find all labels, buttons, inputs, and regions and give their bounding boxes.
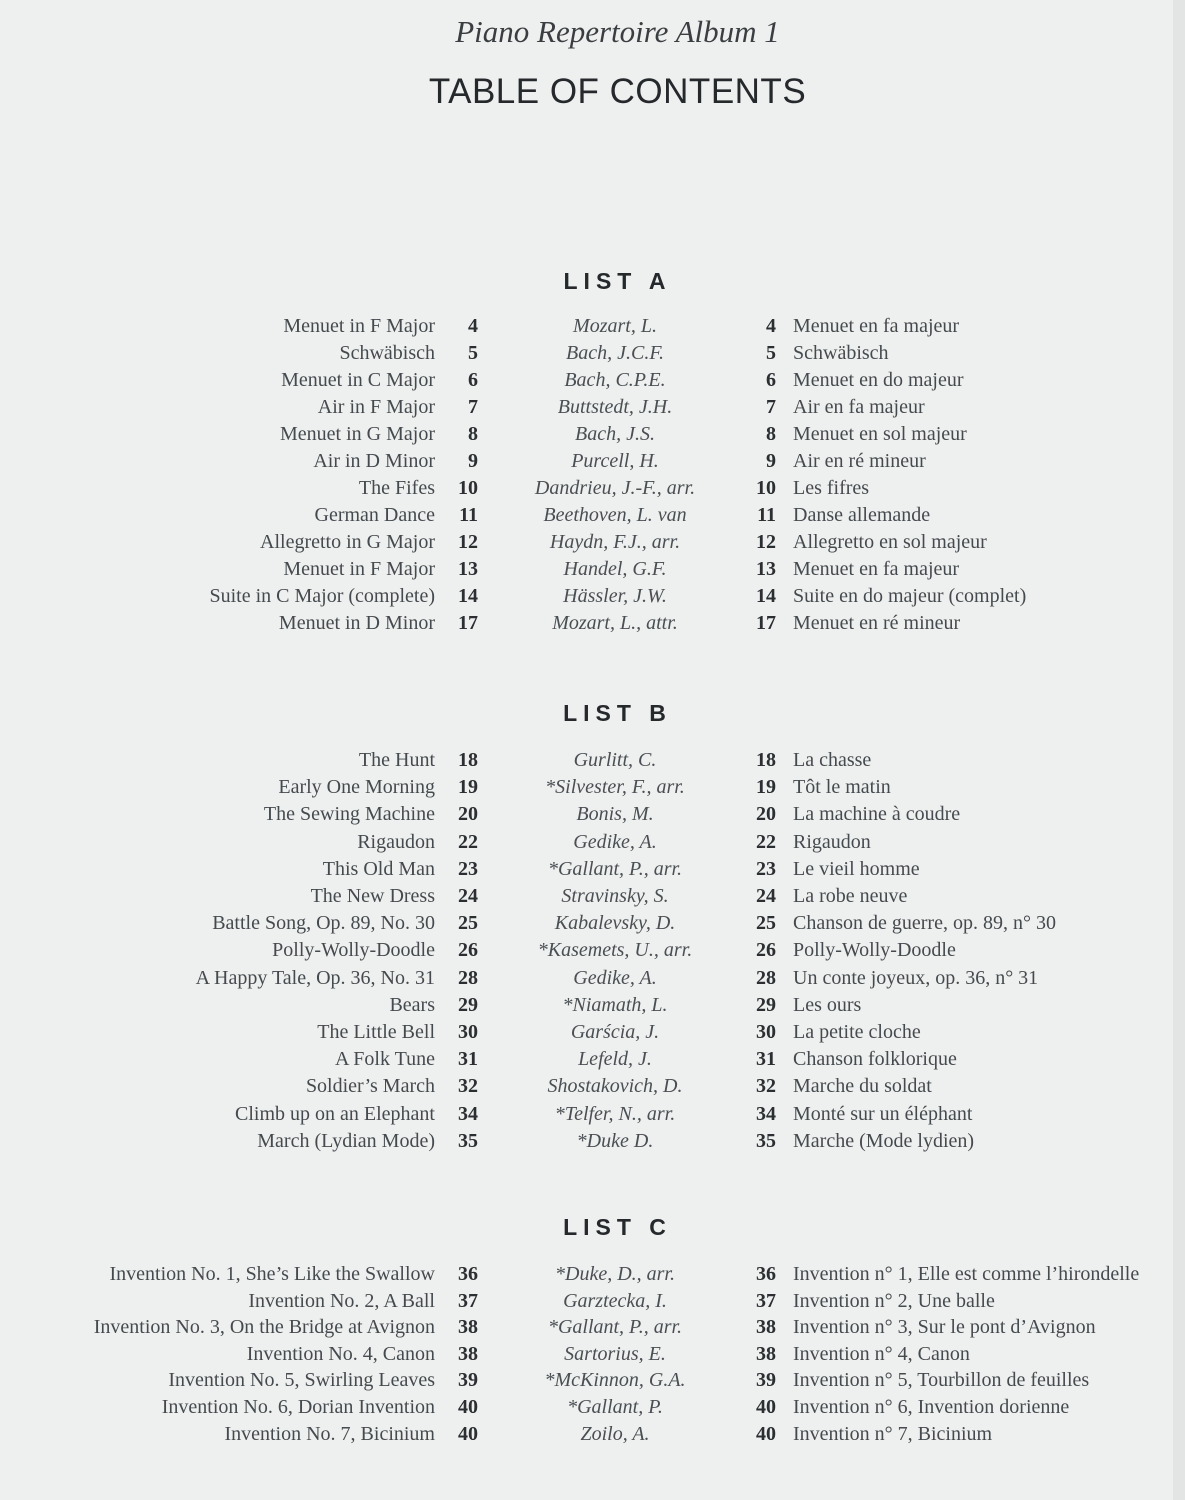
french-title: Invention n° 7, Bicinium: [793, 1422, 993, 1445]
toc-row: [0, 858, 1185, 885]
english-title: Battle Song, Op. 89, No. 30: [212, 912, 435, 935]
french-title: Air en ré mineur: [793, 450, 926, 472]
french-title: Chanson de guerre, op. 89, n° 30: [793, 912, 1056, 935]
french-title: Danse allemande: [793, 504, 931, 526]
english-title: This Old Man: [322, 857, 435, 880]
page-number: 32: [458, 1075, 478, 1098]
page-number: 37: [458, 1289, 478, 1312]
composer-name: *Gallant, P., arr.: [547, 1316, 683, 1339]
french-title: Menuet en fa majeur: [793, 558, 960, 580]
english-title: Menuet in F Major: [283, 315, 435, 337]
page-number: 37: [756, 1289, 776, 1312]
page-number: 18: [458, 749, 478, 771]
page-number: 11: [459, 504, 478, 526]
composer-name: Mozart, L.: [573, 315, 657, 337]
english-title: Menuet in C Major: [281, 369, 435, 391]
page-number: 18: [756, 749, 776, 771]
toc-row: [0, 1423, 1185, 1450]
french-title: Invention n° 1, Elle est comme l’hirondelle: [793, 1263, 1140, 1285]
list-heading: LIST B: [563, 700, 672, 726]
composer-name: Garścia, J.: [570, 1021, 660, 1043]
french-title: Chanson folklorique: [793, 1048, 957, 1071]
english-title: Invention No. 5, Swirling Leaves: [168, 1369, 435, 1392]
page-number: 25: [756, 912, 776, 935]
english-title: Allegretto in G Major: [260, 531, 435, 553]
toc-row: [0, 1316, 1185, 1343]
page-number: 26: [756, 939, 776, 962]
page-number: 25: [458, 912, 478, 935]
toc-row: [0, 776, 1185, 803]
page-number: 28: [458, 966, 478, 989]
french-title: Suite en do majeur (complet): [793, 585, 1027, 607]
english-title: Bears: [389, 993, 435, 1016]
french-title: La robe neuve: [793, 885, 908, 907]
page-number: 17: [756, 612, 776, 634]
french-title: Menuet en sol majeur: [793, 423, 967, 445]
page-number: 20: [756, 803, 776, 826]
composer-name: Lefeld, J.: [578, 1048, 652, 1071]
english-title: Invention No. 6, Dorian Invention: [161, 1396, 435, 1418]
french-title: Invention n° 5, Tourbillon de feuilles: [793, 1369, 1090, 1392]
toc-row: [0, 1048, 1185, 1075]
book-subtitle: Piano Repertoire Album 1: [455, 14, 780, 49]
composer-name: Bonis, M.: [576, 803, 654, 826]
composer-name: Haydn, F.J., arr.: [549, 531, 681, 553]
toc-row: [0, 967, 1185, 994]
composer-name: Garztecka, I.: [563, 1289, 667, 1312]
french-title: Monté sur un éléphant: [793, 1102, 973, 1125]
english-title: The Hunt: [358, 749, 435, 771]
composer-name: Bach, J.C.F.: [566, 342, 664, 364]
page-number: 10: [458, 477, 478, 499]
page-number: 20: [458, 803, 478, 826]
toc-row: [0, 423, 1185, 450]
composer-name: Hässler, J.W.: [563, 585, 667, 607]
page-number: 23: [756, 857, 776, 880]
list-heading: LIST A: [563, 268, 672, 294]
page-number: 12: [756, 531, 776, 553]
composer-name: Zoilo, A.: [580, 1422, 650, 1445]
english-title: Early One Morning: [278, 776, 435, 799]
page-number: 12: [458, 531, 478, 553]
page-number: 4: [468, 315, 478, 337]
french-title: Polly-Wolly-Doodle: [793, 939, 956, 962]
english-title: A Folk Tune: [334, 1048, 435, 1071]
page-number: 10: [756, 477, 776, 499]
page-number: 38: [458, 1342, 478, 1365]
page-number: 30: [458, 1021, 478, 1043]
page-number: 5: [468, 342, 478, 364]
composer-name: Sartorius, E.: [564, 1342, 666, 1365]
english-title: Invention No. 7, Bicinium: [224, 1422, 435, 1445]
french-title: Air en fa majeur: [793, 396, 925, 418]
french-title: La petite cloche: [793, 1021, 921, 1043]
english-title: Soldier’s March: [305, 1075, 435, 1098]
composer-name: Stravinsky, S.: [561, 885, 669, 907]
page-number: 11: [757, 504, 776, 526]
page-number: 22: [458, 830, 478, 853]
toc-row: [0, 585, 1185, 612]
english-title: The Fifes: [358, 477, 435, 499]
page-number: 14: [756, 585, 776, 607]
page-number: 28: [756, 966, 776, 989]
page-number: 23: [458, 857, 478, 880]
composer-name: Shostakovich, D.: [547, 1075, 683, 1098]
english-title: Invention No. 1, She’s Like the Swallow: [109, 1263, 435, 1285]
composer-name: Dandrieu, J.-F., arr.: [534, 477, 696, 499]
toc-row: [0, 749, 1185, 776]
toc-row: [0, 315, 1185, 342]
toc-row: [0, 504, 1185, 531]
page-number: 9: [468, 450, 478, 472]
english-title: The New Dress: [310, 885, 435, 907]
page-number: 7: [468, 396, 478, 418]
toc-row: [0, 342, 1185, 369]
page-number: 24: [756, 885, 776, 907]
page-number: 30: [756, 1021, 776, 1043]
list-heading: LIST C: [563, 1214, 672, 1240]
page-number: 40: [458, 1396, 478, 1418]
english-title: Air in D Minor: [313, 450, 435, 472]
page-number: 5: [766, 342, 776, 364]
page-number: 29: [458, 993, 478, 1016]
toc-row: [0, 1290, 1185, 1317]
page-number: 26: [458, 939, 478, 962]
toc-row: [0, 1075, 1185, 1102]
french-title: Marche (Mode lydien): [793, 1129, 975, 1152]
page-number: 34: [756, 1102, 776, 1125]
page-number: 40: [458, 1422, 478, 1445]
page-number: 36: [756, 1263, 776, 1285]
toc-row: [0, 803, 1185, 830]
page-number: 38: [756, 1342, 776, 1365]
french-title: Invention n° 6, Invention dorienne: [793, 1396, 1070, 1418]
page-number: 31: [458, 1048, 478, 1071]
toc-row: [0, 1021, 1185, 1048]
french-title: Invention n° 4, Canon: [793, 1342, 970, 1365]
toc-row: [0, 1369, 1185, 1396]
page-number: 19: [756, 776, 776, 799]
french-title: Tôt le matin: [793, 776, 891, 799]
page-number: 6: [468, 369, 478, 391]
english-title: Schwäbisch: [339, 342, 435, 364]
toc-row: [0, 1343, 1185, 1370]
english-title: Invention No. 3, On the Bridge at Avignon: [93, 1316, 435, 1339]
page-number: 39: [458, 1369, 478, 1392]
toc-row: [0, 477, 1185, 504]
toc-row: [0, 1396, 1185, 1423]
french-title: Menuet en do majeur: [793, 369, 964, 391]
toc-row: [0, 1130, 1185, 1157]
page-number: 6: [766, 369, 776, 391]
page-number: 40: [756, 1422, 776, 1445]
page-number: 22: [756, 830, 776, 853]
composer-name: *Kasemets, U., arr.: [537, 939, 693, 962]
toc-row: [0, 396, 1185, 423]
composer-name: Bach, C.P.E.: [564, 369, 666, 391]
toc-row: [0, 939, 1185, 966]
page-number: 13: [458, 558, 478, 580]
page-edge-shadow: [1173, 0, 1185, 1500]
toc-row: [0, 912, 1185, 939]
toc-row: [0, 994, 1185, 1021]
english-title: Climb up on an Elephant: [235, 1102, 435, 1125]
french-title: Menuet en fa majeur: [793, 315, 960, 337]
composer-name: Buttstedt, J.H.: [557, 396, 673, 418]
composer-name: Gedike, A.: [573, 830, 657, 853]
composer-name: *Duke D.: [576, 1129, 654, 1152]
composer-name: Bach, J.S.: [575, 423, 655, 445]
toc-row: [0, 369, 1185, 396]
page-number: 38: [756, 1316, 776, 1339]
french-title: Les ours: [793, 993, 862, 1016]
composer-name: Purcell, H.: [571, 450, 659, 472]
composer-name: *Gallant, P., arr.: [547, 857, 683, 880]
english-title: The Little Bell: [317, 1021, 435, 1043]
composer-name: *McKinnon, G.A.: [544, 1369, 686, 1392]
page-number: 40: [756, 1396, 776, 1418]
page-number: 14: [458, 585, 478, 607]
english-title: The Sewing Machine: [263, 803, 435, 826]
french-title: Allegretto en sol majeur: [793, 531, 987, 553]
page-number: 36: [458, 1263, 478, 1285]
page-number: 13: [756, 558, 776, 580]
page-number: 9: [766, 450, 776, 472]
composer-name: *Duke, D., arr.: [555, 1263, 675, 1285]
french-title: Le vieil homme: [793, 857, 920, 880]
english-title: Rigaudon: [357, 830, 435, 853]
page-number: 35: [756, 1129, 776, 1152]
english-title: Menuet in G Major: [280, 423, 435, 445]
toc-row: [0, 831, 1185, 858]
toc-row: [0, 885, 1185, 912]
composer-name: *Silvester, F., arr.: [545, 776, 685, 799]
toc-row: [0, 612, 1185, 639]
page-number: 32: [756, 1075, 776, 1098]
page-number: 31: [756, 1048, 776, 1071]
french-title: Rigaudon: [793, 830, 871, 853]
english-title: German Dance: [314, 504, 435, 526]
english-title: Invention No. 4, Canon: [246, 1342, 435, 1365]
english-title: Invention No. 2, A Ball: [248, 1289, 435, 1312]
page-number: 7: [766, 396, 776, 418]
page-number: 39: [756, 1369, 776, 1392]
english-title: Suite in C Major (complete): [209, 585, 435, 607]
french-title: La chasse: [793, 749, 872, 771]
page-number: 8: [766, 423, 776, 445]
composer-name: *Gallant, P.: [567, 1396, 663, 1418]
page-number: 4: [766, 315, 776, 337]
toc-row: [0, 1103, 1185, 1130]
composer-name: Mozart, L., attr.: [552, 612, 678, 634]
composer-name: *Niamath, L.: [562, 993, 668, 1016]
page-number: 35: [458, 1129, 478, 1152]
french-title: Un conte joyeux, op. 36, n° 31: [793, 966, 1039, 989]
page-number: 34: [458, 1102, 478, 1125]
page-number: 29: [756, 993, 776, 1016]
english-title: Polly-Wolly-Doodle: [272, 939, 435, 962]
french-title: Invention n° 2, Une balle: [793, 1289, 995, 1312]
toc-row: [0, 1263, 1185, 1290]
page-number: 19: [458, 776, 478, 799]
english-title: Air in F Major: [317, 396, 435, 418]
composer-name: Beethoven, L. van: [543, 504, 687, 526]
french-title: Invention n° 3, Sur le pont d’Avignon: [793, 1316, 1096, 1339]
page-number: 24: [458, 885, 478, 907]
french-title: Marche du soldat: [793, 1075, 932, 1098]
composer-name: Gurlitt, C.: [573, 749, 657, 771]
french-title: La machine à coudre: [793, 803, 961, 826]
page-title: TABLE OF CONTENTS: [428, 72, 807, 111]
english-title: Menuet in D Minor: [278, 612, 435, 634]
english-title: March (Lydian Mode): [257, 1129, 435, 1152]
french-title: Les fifres: [793, 477, 870, 499]
toc-row: [0, 531, 1185, 558]
page-number: 38: [458, 1316, 478, 1339]
toc-row: [0, 558, 1185, 585]
composer-name: Handel, G.F.: [563, 558, 667, 580]
composer-name: *Telfer, N., arr.: [554, 1102, 676, 1125]
page-number: 17: [458, 612, 478, 634]
english-title: A Happy Tale, Op. 36, No. 31: [195, 966, 435, 989]
french-title: Schwäbisch: [793, 342, 889, 364]
english-title: Menuet in F Major: [283, 558, 435, 580]
french-title: Menuet en ré mineur: [793, 612, 961, 634]
composer-name: Gedike, A.: [573, 966, 657, 989]
page-number: 8: [468, 423, 478, 445]
composer-name: Kabalevsky, D.: [554, 912, 676, 935]
toc-row: [0, 450, 1185, 477]
